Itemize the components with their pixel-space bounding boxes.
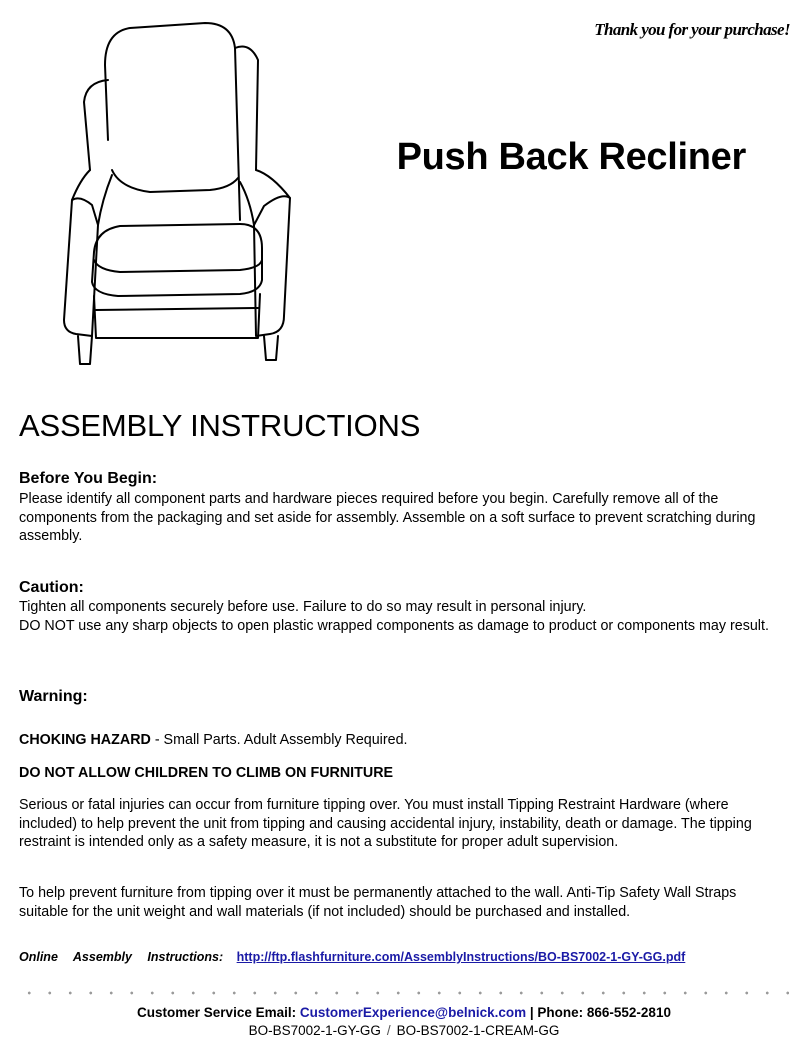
email-label: Customer Service Email: <box>137 1005 300 1020</box>
product-title: Push Back Recliner <box>396 136 746 178</box>
online-instructions <box>19 950 779 964</box>
thank-you-note: Thank you for your purchase! <box>594 20 790 39</box>
sku-gray: BO-BS7002-1-GY-GG <box>248 1023 381 1038</box>
phone-text: | Phone: 866-552-2810 <box>526 1005 671 1020</box>
online-instructions-label: Online Assembly Instructions: <box>19 950 224 964</box>
warning-title: Warning: <box>19 688 88 705</box>
choking-hazard-label: CHOKING HAZARD <box>19 732 151 748</box>
online-instructions-link[interactable]: http://ftp.flashfurniture.com/AssemblyInstructions/BO-BS7002-1-GY-GG.pdf <box>236 950 686 964</box>
sku-separator: / <box>386 1023 391 1038</box>
choking-hazard-text: - Small Parts. Adult Assembly Required. <box>150 732 408 748</box>
caution-line-2: DO NOT use any sharp objects to open plastic wrapped components as damage to product or components may result. <box>19 618 769 634</box>
caution-title: Caution: <box>19 579 84 596</box>
customer-email-link[interactable]: CustomerExperience@belnick.com <box>299 1005 527 1020</box>
sku-line <box>0 1023 808 1038</box>
customer-service-line <box>0 1005 808 1020</box>
before-you-begin-title: Before You Begin: <box>19 470 158 487</box>
document-heading: ASSEMBLY INSTRUCTIONS <box>19 408 421 443</box>
caution-line-1: Tighten all components securely before use. Failure to do so may result in personal injury. <box>19 599 587 615</box>
wall-anchor-warning: To help prevent furniture from tipping over it must be permanently attached to the wall. Anti-Tip Safety Wall Straps suitable for the unit weight and wall materials (if not included) should be purchased and installed. <box>19 885 737 920</box>
tipping-warning: Serious or fatal injuries can occur from furniture tipping over. You must install Tipping Restraint Hardware (where included) to help prevent the unit from tipping and causing accidental injury, instability, death or damage. The tipping restraint is intended only as a safety measure, it is not a substitute for proper adult supervision. <box>19 797 752 850</box>
before-you-begin-text: Please identify all component parts and hardware pieces required before you begin. Carefully remove all of the components from the packaging and set aside for assembly. Assemble on a soft surface to prevent scratching during assembly. <box>19 491 756 544</box>
recliner-illustration <box>50 20 300 380</box>
dotted-divider <box>19 990 789 996</box>
sku-cream: BO-BS7002-1-CREAM-GG <box>396 1023 560 1038</box>
choking-hazard-line <box>19 731 779 750</box>
climb-warning: DO NOT ALLOW CHILDREN TO CLIMB ON FURNITURE <box>19 765 394 781</box>
